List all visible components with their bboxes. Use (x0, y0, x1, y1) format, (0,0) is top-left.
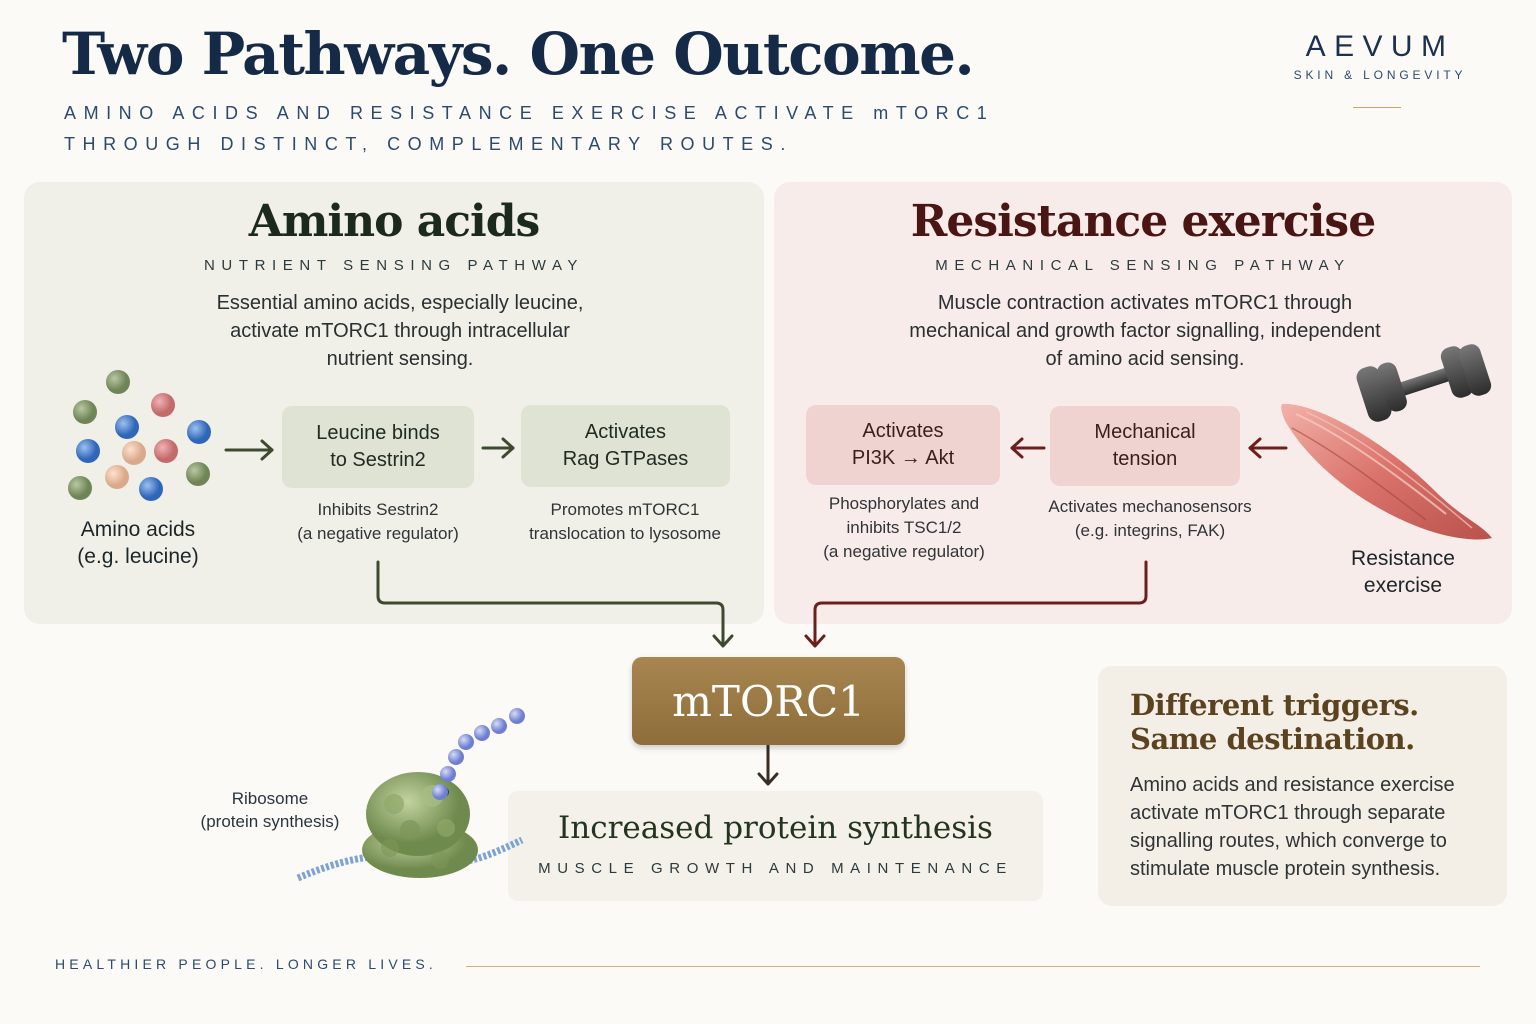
note-line: Promotes mTORC1 (550, 500, 700, 519)
note-line: (e.g. integrins, FAK) (1074, 521, 1226, 540)
step-label-line: Activates (862, 420, 944, 442)
label-line: (protein synthesis) (200, 812, 340, 831)
exercise-connector-arrow (806, 562, 1146, 646)
arrow-left-icon (1012, 439, 1044, 457)
summary-text-line: signalling routes, which converge to (1130, 830, 1447, 852)
description-line: Essential amino acids, especially leucine, (216, 292, 584, 314)
outcome-box (508, 791, 1043, 901)
arrow-left-icon (1250, 439, 1286, 457)
note-line: Activates mechanosensors (1048, 497, 1252, 516)
description-line: nutrient sensing. (326, 348, 474, 370)
mtorc1-hub: mTORC1 (632, 657, 905, 745)
summary-text-line: stimulate muscle protein synthesis. (1130, 858, 1441, 880)
summary-text-line: activate mTORC1 through separate (1130, 802, 1446, 824)
page-title: Two Pathways. One Outcome. (62, 20, 974, 88)
note-line: translocation to lysosome (529, 524, 721, 543)
brand-name: AEVUM (1305, 30, 1455, 63)
step-label-line: Leucine binds (316, 422, 440, 444)
footer-divider (466, 966, 1480, 967)
amino-connector-arrow (378, 562, 732, 646)
outcome-title: Increased protein synthesis (558, 810, 993, 846)
note-line: (a negative regulator) (823, 542, 985, 561)
step-label-line: Activates (584, 421, 667, 443)
description-line: Muscle contraction activates mTORC1 through (937, 292, 1353, 314)
label-line: exercise (1363, 574, 1443, 597)
step-label-line: Mechanical (1094, 421, 1196, 443)
note-line: Inhibits Sestrin2 (317, 500, 439, 519)
summary-title-line: Different triggers. (1130, 688, 1419, 722)
summary-text (1130, 771, 1490, 883)
brand-tagline: SKIN & LONGEVITY (1293, 68, 1467, 82)
step-label-line: to Sestrin2 (330, 449, 426, 471)
step-label-line: tension (1112, 448, 1178, 470)
note-line: inhibits TSC1/2 (846, 518, 962, 537)
step-label-line: PI3K → Akt (851, 447, 955, 469)
footer-tagline: HEALTHIER PEOPLE. LONGER LIVES. (55, 956, 438, 972)
arrow-down-icon (759, 746, 777, 784)
subtitle-line: AMINO ACIDS AND RESISTANCE EXERCISE ACTIVATE mTORC1 (64, 103, 995, 123)
summary-title-line: Same destination. (1130, 722, 1415, 756)
note-line: (a negative regulator) (297, 524, 459, 543)
summary-text-line: Amino acids and resistance exercise (1130, 774, 1455, 796)
exercise-panel-subtitle: MECHANICAL SENSING PATHWAY (935, 257, 1351, 274)
note-line: Phosphorylates and (828, 494, 980, 513)
arrow-right-icon (483, 439, 513, 457)
description-line: of amino acid sensing. (1045, 348, 1245, 370)
ribosome-icon (362, 772, 478, 878)
amino-panel-title: Amino acids (248, 196, 540, 247)
arrow-right-icon (226, 441, 272, 459)
subtitle-line: THROUGH DISTINCT, COMPLEMENTARY ROUTES. (64, 134, 793, 154)
step-label-line: Rag GTPases (562, 448, 689, 470)
ribosome-label (180, 787, 360, 833)
label-line: Resistance (1351, 547, 1455, 570)
label-line: Ribosome (231, 789, 309, 808)
description-line: mechanical and growth factor signalling, independent (909, 320, 1381, 342)
amino-panel-subtitle: NUTRIENT SENSING PATHWAY (203, 257, 585, 274)
outcome-subtitle: MUSCLE GROWTH AND MAINTENANCE (538, 860, 1013, 877)
description-line: activate mTORC1 through intracellular (230, 320, 570, 342)
summary-title (1130, 688, 1419, 756)
label-line: (e.g. leucine) (77, 545, 199, 568)
label-line: Amino acids (80, 518, 196, 541)
exercise-panel-title: Resistance exercise (910, 196, 1376, 247)
